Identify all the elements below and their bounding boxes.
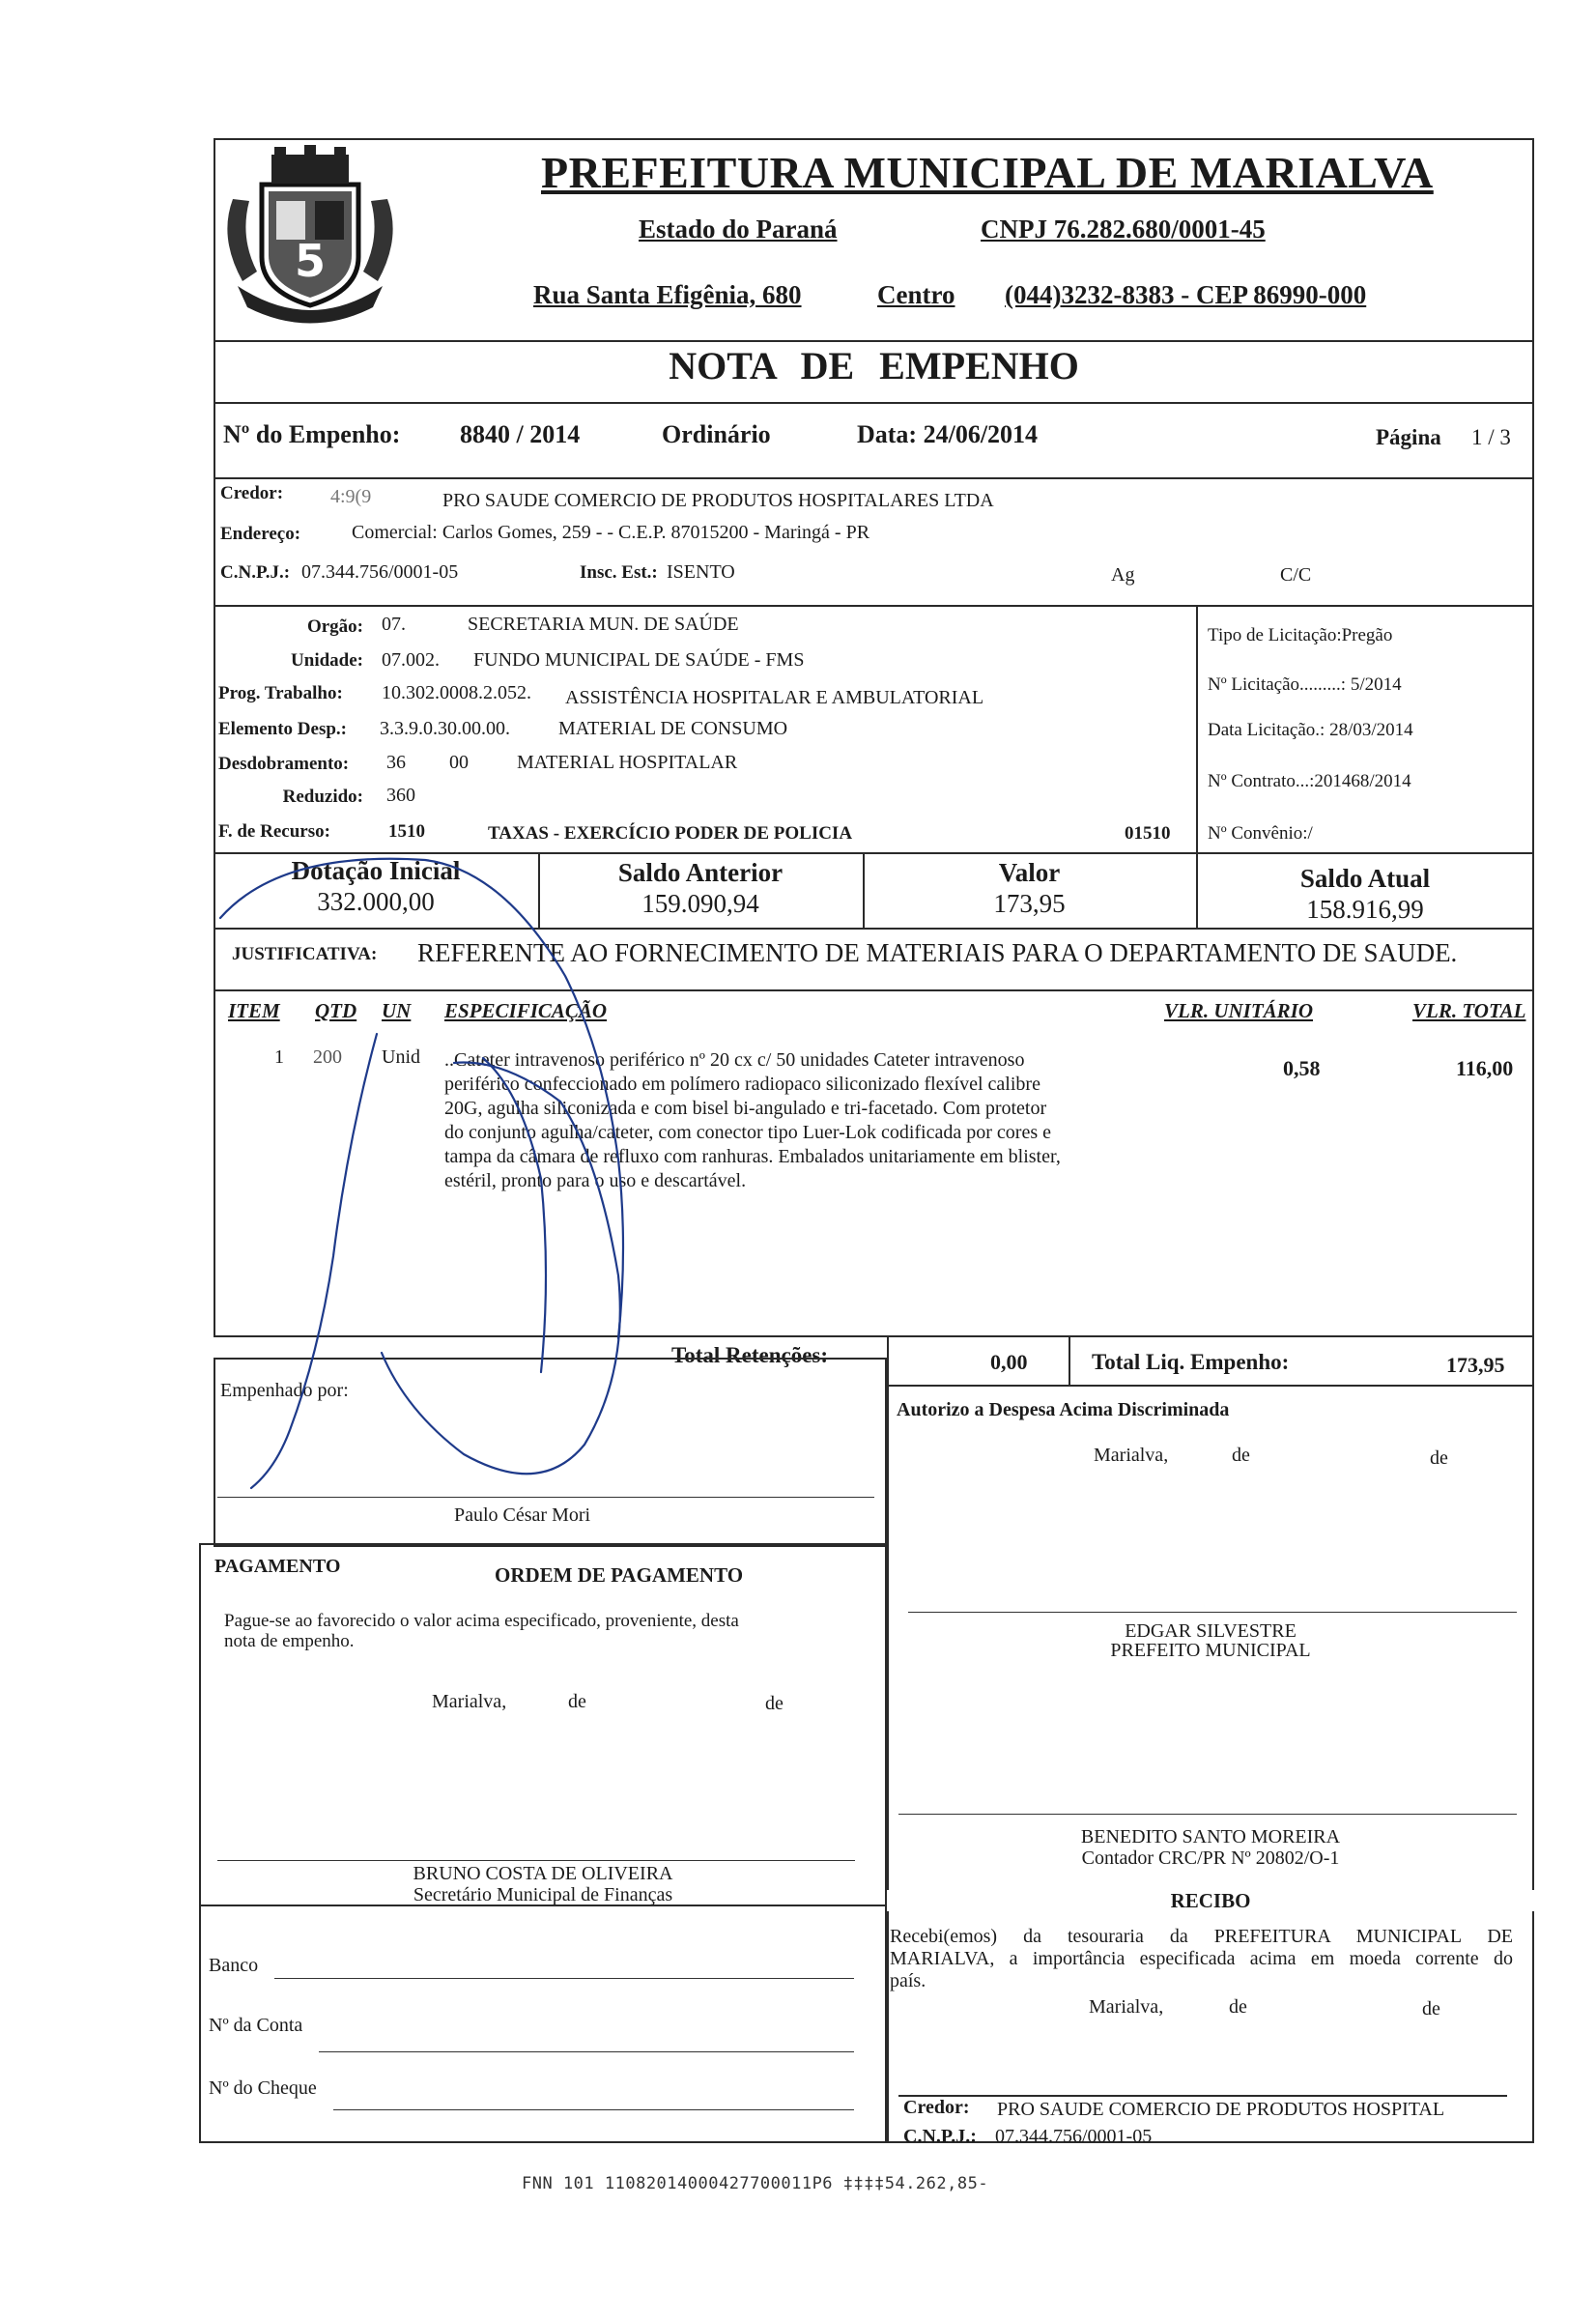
desdobramento-label: Desdobramento: [218,754,350,774]
endereco-value: Comercial: Carlos Gomes, 259 - - C.E.P. 87015200 - Maringá - PR [352,522,870,543]
prefeito-title: PREFEITO MUNICIPAL [1110,1640,1311,1661]
recurso-value: TAXAS - EXERCÍCIO PODER DE POLICIA [488,823,853,844]
total-retencoes-value: 0,00 [990,1350,1028,1374]
item-qtd: 200 [313,1046,342,1068]
doc-title: NOTA DE EMPENHO [669,344,1079,387]
item-total-value: 116,00 [1456,1056,1514,1080]
orgao-code: 07. [382,614,406,635]
cheque-field-line[interactable] [333,2109,854,2110]
pagamento-de-2: de [765,1693,784,1714]
data-licitacao: Data Licitação.: 28/03/2014 [1208,720,1413,740]
justificativa-label: JUSTIFICATIVA: [232,944,378,964]
address-label: Rua Santa Efigênia, 680 [533,280,802,309]
tipo-licitacao: Tipo de Licitação:Pregão [1208,625,1393,645]
page-title: PREFEITURA MUNICIPAL DE MARIALVA [541,148,1434,197]
dotacao-inicial-label: Dotação Inicial [291,856,461,885]
dotacao-divider [1196,605,1198,854]
page-number: 1 / 3 [1471,425,1511,449]
reduzido-label: Reduzido: [282,787,363,807]
prefeito-name: EDGAR SILVESTRE [1125,1620,1297,1642]
recibo-de-1: de [1229,1996,1247,2018]
item-description-line: do conjunto agulha/cateter, com conector tipo Luer-Lok codificada por cores e [444,1122,1051,1143]
unidade-value: FUNDO MUNICIPAL DE SAÚDE - FMS [473,649,805,671]
empenho-number-label: Nº do Empenho: [223,420,401,448]
elemento-code: 3.3.9.0.30.00.00. [380,718,510,739]
pagamento-de-1: de [568,1691,586,1712]
cc-label: C/C [1280,564,1312,586]
pagamento-place: Marialva, [432,1691,507,1712]
justificativa-text: REFERENTE AO FORNECIMENTO DE MATERIAIS PARA O DEPARTAMENTO DE SAUDE. [417,938,1458,967]
banco-label: Banco [209,1955,259,1976]
item-number: 1 [274,1046,284,1068]
recurso-number: 01510 [1125,823,1171,844]
total-retencoes-label: Total Retenções: [671,1343,829,1367]
credor-name: PRO SAUDE COMERCIO DE PRODUTOS HOSPITALARES LTDA [442,490,994,511]
valor-label: Valor [998,858,1061,887]
coat-of-arms-icon [218,141,402,334]
secretario-name: BRUNO COSTA DE OLIVEIRA [413,1863,673,1884]
col-vlr-unitario: VLR. UNITÁRIO [1164,999,1314,1022]
credor-cnpj: 07.344.756/0001-05 [301,561,459,583]
item-unit-value: 0,58 [1283,1056,1321,1080]
recurso-label: F. de Recurso: [218,821,330,842]
recibo-signature-line [898,2095,1507,2097]
valor-value: 173,95 [993,889,1066,918]
autorizo-de-2: de [1430,1447,1448,1469]
item-un: Unid [382,1046,420,1068]
pagamento-label: PAGAMENTO [214,1556,341,1577]
total-liquido-value: 173,95 [1446,1353,1505,1377]
recibo-label: RECIBO [887,1890,1534,1911]
col-un: UN [382,999,412,1022]
recibo-cnpj-label: C.N.P.J.: [903,2126,977,2147]
cheque-label: Nº do Cheque [209,2077,317,2099]
autorizo-de-1: de [1232,1445,1250,1466]
credor-code: 4:9(9 [330,486,372,507]
saldo-anterior-value: 159.090,94 [641,889,759,918]
ordem-pagamento-label: ORDEM DE PAGAMENTO [495,1563,744,1587]
dotacao-inicial-value: 332.000,00 [317,887,435,916]
empenhado-name: Paulo César Mori [454,1504,591,1526]
saldo-anterior-label: Saldo Anterior [617,858,784,887]
numero-licitacao: Nº Licitação.........: 5/2014 [1208,674,1402,695]
cnpj-label: CNPJ 76.282.680/0001-45 [981,215,1266,243]
pagamento-text-1: Pague-se ao favorecido o valor acima especificado, proveniente, desta [224,1611,739,1631]
desdobramento-value: MATERIAL HOSPITALAR [517,752,738,773]
recibo-credor-label: Credor: [903,2097,970,2118]
item-description-line: ..Cateter intravenoso periférico nº 20 cx c/ 50 unidades Cateter intravenoso [444,1049,1025,1071]
recurso-code: 1510 [388,821,425,842]
empenhado-signature-line [217,1497,874,1498]
prog-label: Prog. Trabalho: [218,683,343,703]
state-label: Estado do Paraná [639,215,838,243]
unidade-label: Unidade: [291,650,363,671]
desdobramento-sub: 00 [449,752,469,773]
numero-convenio: Nº Convênio:/ [1208,823,1313,844]
unidade-code: 07.002. [382,649,440,671]
contador-name: BENEDITO SANTO MOREIRA [1080,1826,1341,1847]
empenhado-label: Empenhado por: [220,1380,349,1401]
recibo-text-2: MARIALVA, a importância especificada acima em moeda corrente do [890,1948,1513,1969]
secretario-title: Secretário Municipal de Finanças [413,1884,673,1905]
item-description-line: periférico confeccionado em polímero radiopaco siliconizado flexível calibre [444,1074,1040,1095]
saldo-atual-label: Saldo Atual [1299,864,1431,893]
recibo-text-1: Recebi(emos) da tesouraria da PREFEITURA MUNICIPAL DE [890,1926,1513,1947]
elemento-value: MATERIAL DE CONSUMO [558,718,788,739]
prog-code: 10.302.0008.2.052. [382,682,531,703]
endereco-label: Endereço: [220,524,301,544]
total-liquido-label: Total Liq. Empenho: [1092,1350,1290,1374]
neighborhood-label: Centro [877,280,955,309]
autorizo-place: Marialva, [1094,1445,1169,1466]
elemento-label: Elemento Desp.: [218,719,347,739]
insc-label: Insc. Est.: [580,562,658,583]
credor-cnpj-label: C.N.P.J.: [220,562,291,583]
svg-text:5: 5 [294,235,327,287]
desdobramento-code: 36 [386,752,406,773]
insc-value: ISENTO [667,561,735,583]
ag-label: Ag [1111,564,1135,586]
empenho-date: Data: 24/06/2014 [857,420,1039,448]
conta-field-line[interactable] [319,2051,854,2052]
reduzido-value: 360 [386,785,415,806]
page-label: Página [1376,425,1441,449]
contador-signature-line [898,1814,1517,1815]
pagamento-text-2: nota de empenho. [224,1631,355,1651]
prefeito-signature-line [908,1612,1517,1613]
banco-field-line[interactable] [274,1978,854,1979]
col-item: ITEM [228,999,280,1022]
recibo-text-3: país. [890,1970,926,1991]
contador-title: Contador CRC/PR Nº 20802/O-1 [1081,1847,1340,1869]
orgao-label: Orgão: [306,616,363,637]
numero-contrato: Nº Contrato...:201468/2014 [1208,771,1411,791]
col-especificacao: ESPECIFICAÇÃO [444,999,608,1022]
recibo-credor-value: PRO SAUDE COMERCIO DE PRODUTOS HOSPITAL [997,2099,1445,2120]
retencoes-divider [1069,1335,1070,1387]
empenho-type: Ordinário [662,420,771,448]
conta-label: Nº da Conta [209,2015,303,2036]
autorizo-label: Autorizo a Despesa Acima Discriminada [897,1399,1230,1420]
orgao-value: SECRETARIA MUN. DE SAÚDE [468,614,739,635]
item-description [444,1048,1159,1193]
footer-code: FNN 101 11082014000427700011P6 ‡‡‡‡54.262,85- [522,2174,989,2193]
prog-value: ASSISTÊNCIA HOSPITALAR E AMBULATORIAL [565,687,984,708]
recibo-de-2: de [1422,1998,1440,2019]
recibo-cnpj-value: 07.344.756/0001-05 [995,2126,1153,2147]
recibo-place: Marialva, [1089,1996,1164,2018]
col-qtd: QTD [315,999,357,1022]
pagamento-box [199,1543,887,1906]
phone-cep-label: (044)3232-8383 - CEP 86990-000 [1005,280,1367,309]
item-description-line: tampa da câmara de refluxo com ranhuras. Embalados unitariamente em blister, [444,1146,1061,1167]
credor-label: Credor: [220,483,284,503]
empenho-number: 8840 / 2014 [460,420,581,448]
item-description-line: estéril, pronto para o uso e descartável. [444,1170,747,1191]
saldo-atual-value: 158.916,99 [1306,895,1424,924]
col-vlr-total: VLR. TOTAL [1412,999,1526,1022]
secretario-signature-line [217,1860,855,1861]
item-description-line: 20G, agulha siliconizada e com bisel bi-angulado e tri-facetado. Com protetor [444,1098,1047,1119]
